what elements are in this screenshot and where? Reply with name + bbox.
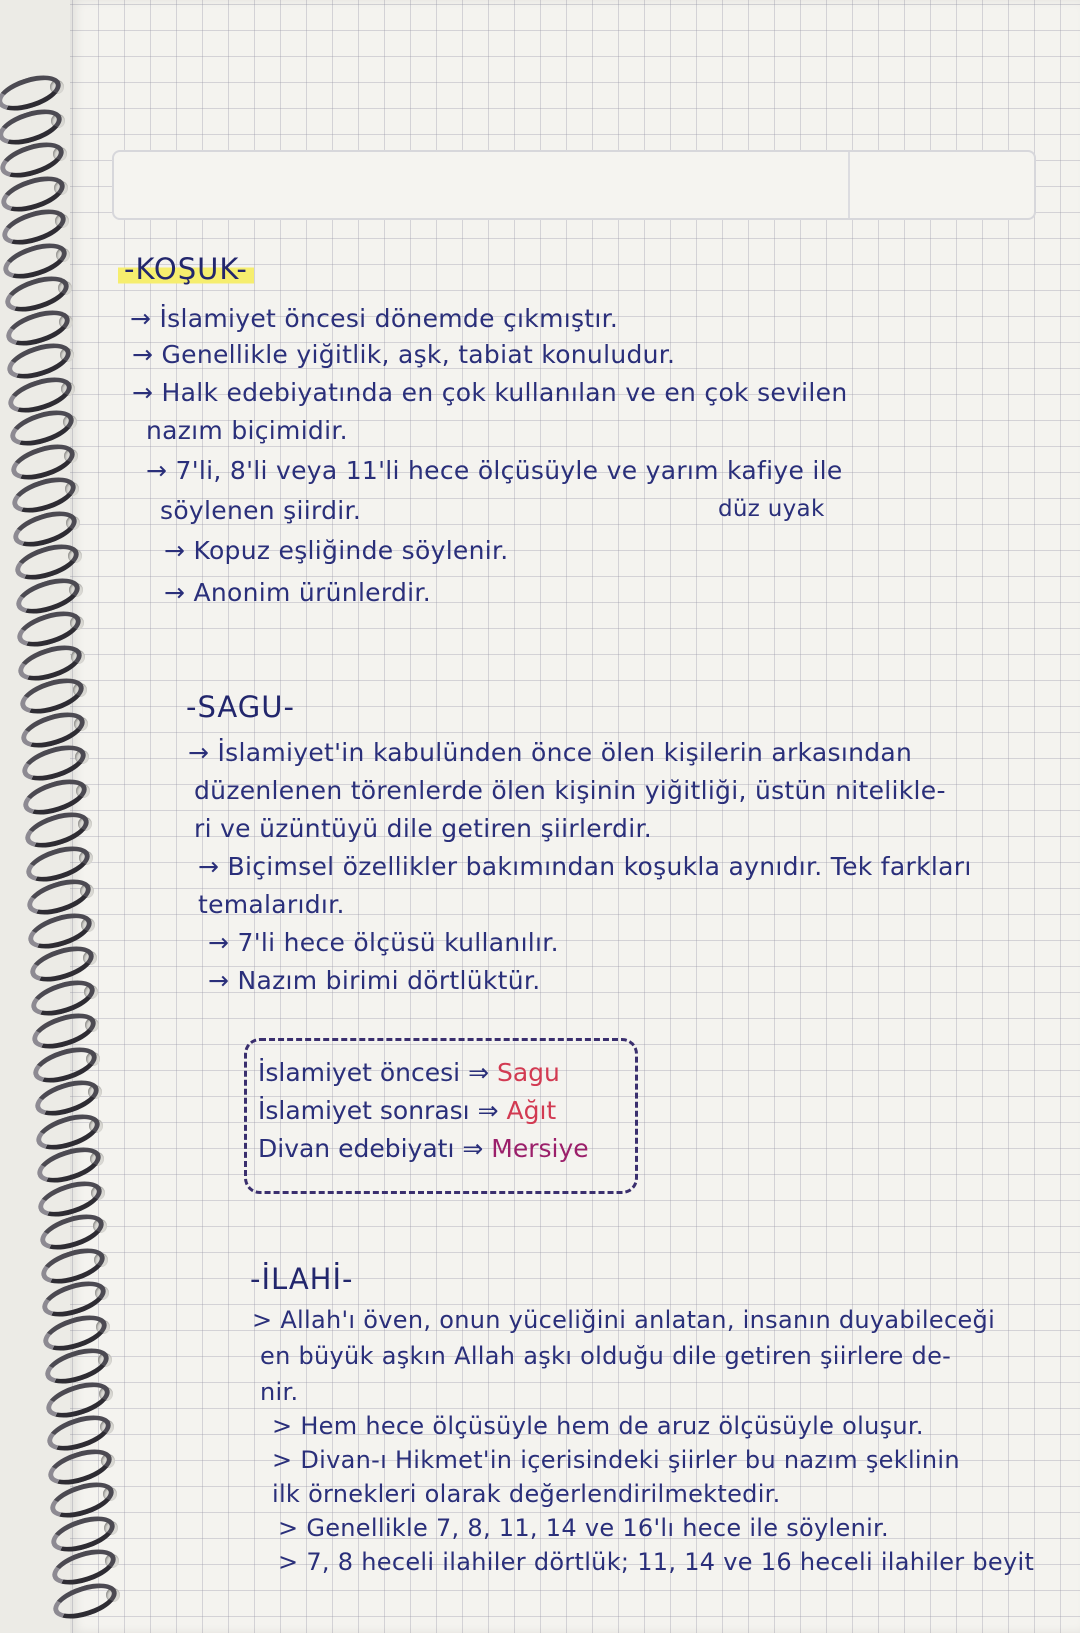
sagu-title: -SAGU-: [186, 690, 295, 724]
box-row-2: [258, 1096, 556, 1125]
ilahi-line-1: > Allah'ı öven, onun yüceliğini anlatan, insanın duyabileceği: [252, 1306, 996, 1334]
ilahi-line-3: nir.: [260, 1378, 299, 1406]
spiral-binding: [0, 0, 90, 1633]
kosuk-line-1: → İslamiyet öncesi dönemde çıkmıştır.: [130, 304, 619, 333]
box-row-1-label: İslamiyet öncesi ⇒: [258, 1058, 490, 1087]
box-row-1: [258, 1058, 560, 1087]
box-row-2-label: İslamiyet sonrası ⇒: [258, 1096, 499, 1125]
sagu-line-4: → Biçimsel özellikler bakımından koşukla aynıdır. Tek farkları: [198, 852, 972, 881]
kosuk-title: -KOŞUK-: [118, 252, 254, 286]
ilahi-line-2: en büyük aşkın Allah aşkı olduğu dile getiren şiirlere de-: [260, 1342, 952, 1370]
ilahi-line-8: > 7, 8 heceli ilahiler dörtlük; 11, 14 ve 16 heceli ilahiler beyit: [278, 1548, 1035, 1576]
ilahi-line-6: ilk örnekleri olarak değerlendirilmektedir.: [272, 1480, 781, 1508]
sagu-line-3: ri ve üzüntüyü dile getiren şiirlerdir.: [194, 814, 652, 843]
kosuk-line-6: söylenen şiirdir.: [160, 496, 362, 525]
box-row-3-label: Divan edebiyatı ⇒: [258, 1134, 484, 1163]
header-divider: [848, 152, 850, 218]
sagu-line-1: → İslamiyet'in kabulünden önce ölen kişilerin arkasından: [188, 738, 913, 767]
box-row-3: [258, 1134, 589, 1163]
sagu-line-7: → Nazım birimi dörtlüktür.: [208, 966, 541, 995]
kosuk-line-5: → 7'li, 8'li veya 11'li hece ölçüsüyle ve yarım kafiye ile: [146, 456, 843, 485]
sagu-line-2: düzenlenen törenlerde ölen kişinin yiğitliği, üstün nitelikle-: [194, 776, 946, 805]
box-row-2-value: Ağıt: [506, 1096, 557, 1125]
sagu-line-6: → 7'li hece ölçüsü kullanılır.: [208, 928, 559, 957]
box-row-3-value: Mersiye: [491, 1134, 589, 1163]
kosuk-line-4: nazım biçimidir.: [146, 416, 348, 445]
sagu-line-5: temalarıdır.: [198, 890, 345, 919]
ilahi-line-5: > Divan-ı Hikmet'in içerisindeki şiirler bu nazım şeklinin: [272, 1446, 960, 1474]
kosuk-line-8: → Anonim ürünlerdir.: [164, 578, 431, 607]
ilahi-line-4: > Hem hece ölçüsüyle hem de aruz ölçüsüyle oluşur.: [272, 1412, 924, 1440]
box-row-1-value: Sagu: [496, 1058, 560, 1087]
ilahi-line-7: > Genellikle 7, 8, 11, 14 ve 16'lı hece ile söylenir.: [278, 1514, 889, 1542]
kosuk-line-3: → Halk edebiyatında en çok kullanılan ve en çok sevilen: [132, 378, 848, 407]
kosuk-note-duz-uyak: düz uyak: [718, 496, 825, 522]
kosuk-line-7: → Kopuz eşliğinde söylenir.: [164, 536, 509, 565]
header-box: [112, 150, 1036, 220]
kosuk-line-2: → Genellikle yiğitlik, aşk, tabiat konuludur.: [132, 340, 676, 369]
ilahi-title: -İLAHİ-: [250, 1262, 354, 1296]
